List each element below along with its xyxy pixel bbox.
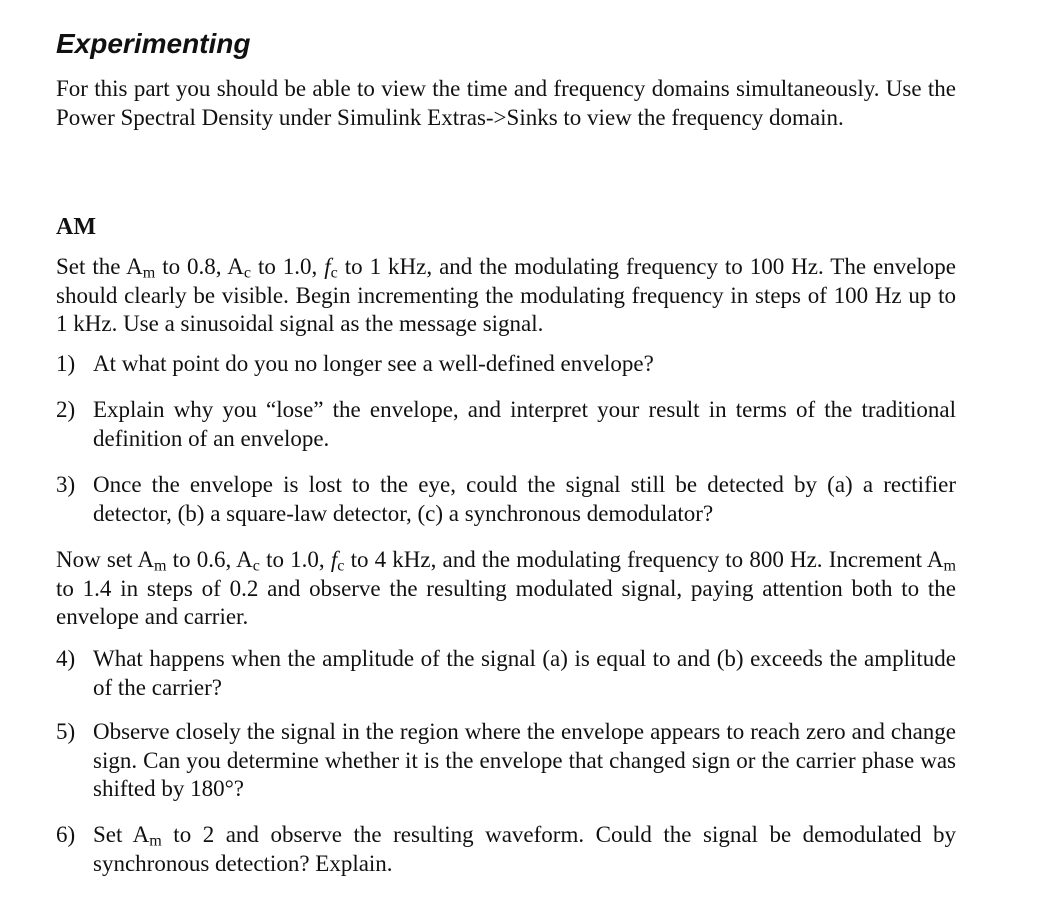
question-number: 5) xyxy=(56,719,76,744)
question-text: What happens when the amplitude of the signal (a) is equal to and (b) exceeds the amplitude of the carrier? xyxy=(93,646,956,700)
question-2 xyxy=(56,396,956,453)
question-number: 3) xyxy=(56,472,76,497)
question-number: 6) xyxy=(56,822,76,847)
question-number: 1) xyxy=(56,351,76,376)
question-text: Explain why you “lose” the envelope, and interpret your result in terms of the traditional definition of an envelope. xyxy=(93,397,956,451)
question-text: Once the envelope is lost to the eye, could the signal still be detected by (a) a rectifier detector, (b) a square-law detector, (c) a synchronous demodulator? xyxy=(93,472,956,526)
question-3 xyxy=(56,471,956,528)
section-heading: Experimenting xyxy=(56,28,251,59)
question-number: 4) xyxy=(56,646,76,671)
question-text: At what point do you no longer see a well-defined envelope? xyxy=(93,351,654,376)
question-6 xyxy=(56,821,956,878)
question-number: 2) xyxy=(56,397,76,422)
am-overmodulation-paragraph: Now set $A_m$ to 0.6, $A_c$ to 1.0, $f_c$ to 4 kHz, and the modulating frequency to 800 Hz. Increment $A_m$ to 1.4 in steps of 0.2 and observe the resulting modulated signal, paying attention both to the envelope and carrier. xyxy=(56,547,957,629)
am-heading: AM xyxy=(56,214,96,240)
question-5 xyxy=(56,718,956,804)
question-1 xyxy=(56,350,956,379)
question-text: Set $A_m$ to 2 and observe the resulting waveform. Could the signal be demodulated by synchronous detection? Explain. xyxy=(93,822,956,876)
am-setup-paragraph: Set the $A_m$ to 0.8, $A_c$ to 1.0, $f_c$ to 1 kHz, and the modulating frequency to 100 Hz. The envelope should clearly be visible. Begin incrementing the modulating frequency in steps of 100 Hz up to 1 kHz. Use a sinusoidal signal as the message signal. xyxy=(56,254,957,336)
question-text: Observe closely the signal in the region where the envelope appears to reach zero and change sign. Can you determine whether it is the envelope that changed sign or the carrier phase was shifted by 180°? xyxy=(93,719,956,801)
intro-paragraph: For this part you should be able to view the time and frequency domains simultaneously. Use the Power Spectral Density under Simulink Extras->Sinks to view the frequency domain. xyxy=(56,76,956,130)
question-4 xyxy=(56,645,956,702)
